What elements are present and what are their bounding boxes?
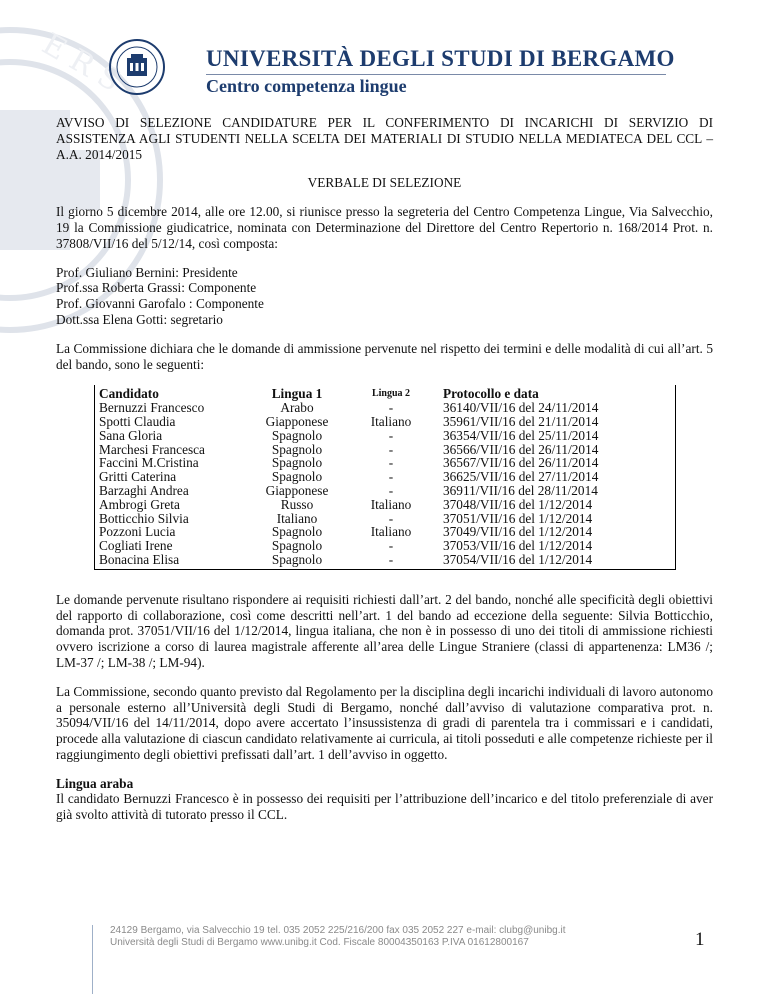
- university-seal-icon: [108, 38, 166, 96]
- cell-lang2: -: [388, 441, 394, 457]
- table-row: [95, 539, 676, 553]
- section-title: [56, 776, 713, 792]
- footer: [0, 925, 768, 994]
- footer-address: [110, 925, 565, 949]
- cell-protocol: 37054/VII/16 del 1/12/2014: [439, 553, 676, 569]
- commission-member: Dott.ssa Elena Gotti: segretario: [56, 311, 223, 327]
- cell-protocol: 37051/VII/16 del 1/12/2014: [439, 512, 676, 526]
- footer-line-1: 24129 Bergamo, via Salvecchio 19 tel. 035 2052 225/216/200 fax 035 2052 227 e-mail: clubg@unibg.it: [110, 925, 566, 936]
- table-header-row: [95, 385, 676, 401]
- table-row: [95, 498, 676, 512]
- cell-lang1: Spagnolo: [271, 524, 323, 540]
- page-number: 1: [695, 929, 705, 950]
- cell-protocol: 36625/VII/16 del 27/11/2014: [439, 470, 676, 484]
- table-row: [95, 443, 676, 457]
- cell-lang2: -: [388, 510, 394, 526]
- cell-candidate: Gritti Caterina: [95, 470, 252, 484]
- cell-lang2: -: [388, 455, 394, 471]
- table-row: [95, 484, 676, 498]
- commission-member: Prof. Giovanni Garofalo : Componente: [56, 296, 264, 312]
- header-lingua-2: Lingua 2: [371, 388, 411, 400]
- cell-candidate: Spotti Claudia: [95, 415, 252, 429]
- table-row: [95, 401, 676, 415]
- cell-protocol: 36140/VII/16 del 24/11/2014: [439, 401, 676, 415]
- cell-lang1: Russo: [280, 496, 314, 512]
- table-row: [95, 429, 676, 443]
- table-row: [95, 512, 676, 526]
- cell-candidate: Ambrogi Greta: [95, 498, 252, 512]
- cell-lang1: Giapponese: [265, 413, 329, 429]
- table-row: [95, 415, 676, 429]
- svg-text:E R S: E R S: [36, 26, 127, 99]
- declaration-paragraph: La Commissione dichiara che le domande di ammissione pervenute nel rispetto dei termini e delle modalità di cui all’art. 5 del bando, sono le seguenti:: [56, 340, 713, 372]
- header-divider: [206, 74, 666, 75]
- footer-line-2: Università degli Studi di Bergamo www.unibg.it Cod. Fiscale 80004350163 P.IVA 01612800167: [110, 937, 529, 948]
- cell-lang2: -: [388, 482, 394, 498]
- evaluation-paragraph: La Commissione, secondo quanto previsto dal Regolamento per la disciplina degli incarichi individuali di lavoro autonomo a personale esterno all’Università degli Studi di Bergamo, nonché dall’avviso di valutazione comparativa prot. n. 35094/VII/16 del 14/11/2014, dopo avere accertato l’insussistenza di gradi di parentela tra i commissari e i candidati, procede alla valutazione di ciascun candidato relativamente ai curricula, ai titoli posseduti e alle competenze richieste per il raggiungimento degli obiettivi prefissati dall’art. 1 dell’avviso in oggetto.: [56, 683, 713, 762]
- footer-divider: [92, 925, 93, 994]
- table-row: [95, 553, 676, 569]
- cell-candidate: Bernuzzi Francesco: [95, 401, 252, 415]
- cell-protocol: 36354/VII/16 del 25/11/2014: [439, 429, 676, 443]
- cell-lang2: -: [388, 538, 394, 554]
- requirements-paragraph: Le domande pervenute risultano rispondere ai requisiti richiesti dall’art. 2 del bando, nonché alle specificità degli obiettivi del rapporto di collaborazione, così come descritti nell’art. 1 del bando ad eccezione della seguente: Silvia Botticchio, domanda prot. 37051/VII/16 del 1/12/2014, lingua italiana, che non è in possesso di uno dei titoli di ammissione richiesti ovvero iscrizione a corso di laurea magistrale afferente all’area delle Lingue Straniere (classi di appartenenza: LM36 /; LM-37 /; LM-38 /; LM-94).: [56, 591, 713, 670]
- cell-lang2: Italiano: [370, 496, 412, 512]
- header-protocollo: Protocollo e data: [439, 385, 676, 401]
- cell-lang2: -: [388, 400, 394, 416]
- cell-candidate: Bonacina Elisa: [95, 553, 252, 569]
- cell-lang2: Italiano: [370, 524, 412, 540]
- document-body: [56, 115, 713, 836]
- centre-name: Centro competenza lingue: [206, 76, 407, 96]
- cell-lang1: Giapponese: [265, 482, 329, 498]
- notice-heading: AVVISO DI SELEZIONE CANDIDATURE PER IL CONFERIMENTO DI INCARICHI DI SERVIZIO DI ASSISTENZA AGLI STUDENTI NELLA SCELTA DEI MATERIALI DI STUDIO NELLA MEDIATECA DEL CCL – A.A. 2014/2015: [56, 115, 713, 162]
- cell-lang1: Arabo: [280, 400, 314, 416]
- cell-lang1: Spagnolo: [271, 427, 323, 443]
- cell-protocol: 36567/VII/16 del 26/11/2014: [439, 456, 676, 470]
- table-row: [95, 456, 676, 470]
- cell-lang1: Spagnolo: [271, 538, 323, 554]
- cell-lang2: Italiano: [370, 413, 412, 429]
- intro-paragraph: Il giorno 5 dicembre 2014, alle ore 12.00, si riunisce presso la segreteria del Centro Competenza Lingue, Via Salvecchio, 19 la Commissione giudicatrice, nominata con Determinazione del Direttore del Centro Repertorio n. 168/2014 Prot. n. 37808/VII/16 del 5/12/14, così composta:: [56, 204, 713, 251]
- cell-protocol: 37053/VII/16 del 1/12/2014: [439, 539, 676, 553]
- university-name: UNIVERSITÀ DEGLI STUDI DI BERGAMO: [206, 46, 675, 71]
- cell-candidate: Faccini M.Cristina: [95, 456, 252, 470]
- cell-lang2: -: [343, 553, 439, 569]
- cell-candidate: Cogliati Irene: [95, 539, 252, 553]
- cell-protocol: 37049/VII/16 del 1/12/2014: [439, 525, 676, 539]
- header-candidato: Candidato: [95, 385, 252, 401]
- cell-candidate: Barzaghi Andrea: [95, 484, 252, 498]
- cell-lang1: Italiano: [276, 510, 318, 526]
- cell-lang1: Spagnolo: [251, 553, 343, 569]
- letterhead: [108, 38, 675, 98]
- section-title-text: Lingua araba: [56, 775, 134, 791]
- header-lingua-1: Lingua 1: [271, 386, 323, 402]
- cell-lang1: Spagnolo: [271, 441, 323, 457]
- cell-candidate: Botticchio Silvia: [95, 512, 252, 526]
- section-paragraph: Il candidato Bernuzzi Francesco è in possesso dei requisiti per l’attribuzione dell’incarico e del titolo preferenziale di aver già svolto attività di tutorato presso il CCL.: [56, 791, 713, 823]
- cell-protocol: 37048/VII/16 del 1/12/2014: [439, 498, 676, 512]
- candidates-table: [94, 385, 676, 569]
- commission-member: Prof.ssa Roberta Grassi: Componente: [56, 280, 257, 296]
- table-row: [95, 470, 676, 484]
- cell-candidate: Marchesi Francesca: [95, 443, 252, 457]
- cell-lang1: Spagnolo: [271, 469, 323, 485]
- cell-lang2: -: [388, 427, 394, 443]
- cell-lang2: -: [388, 469, 394, 485]
- cell-candidate: Pozzoni Lucia: [95, 525, 252, 539]
- commission-member: Prof. Giuliano Bernini: Presidente: [56, 264, 238, 280]
- cell-protocol: 36566/VII/16 del 26/11/2014: [439, 443, 676, 457]
- cell-protocol: 36911/VII/16 del 28/11/2014: [439, 484, 676, 498]
- table-row: [95, 525, 676, 539]
- minutes-title: VERBALE DI SELEZIONE: [307, 175, 462, 191]
- cell-protocol: 35961/VII/16 del 21/11/2014: [439, 415, 676, 429]
- cell-lang1: Spagnolo: [271, 455, 323, 471]
- cell-candidate: Sana Gloria: [95, 429, 252, 443]
- commission-list: [56, 265, 713, 328]
